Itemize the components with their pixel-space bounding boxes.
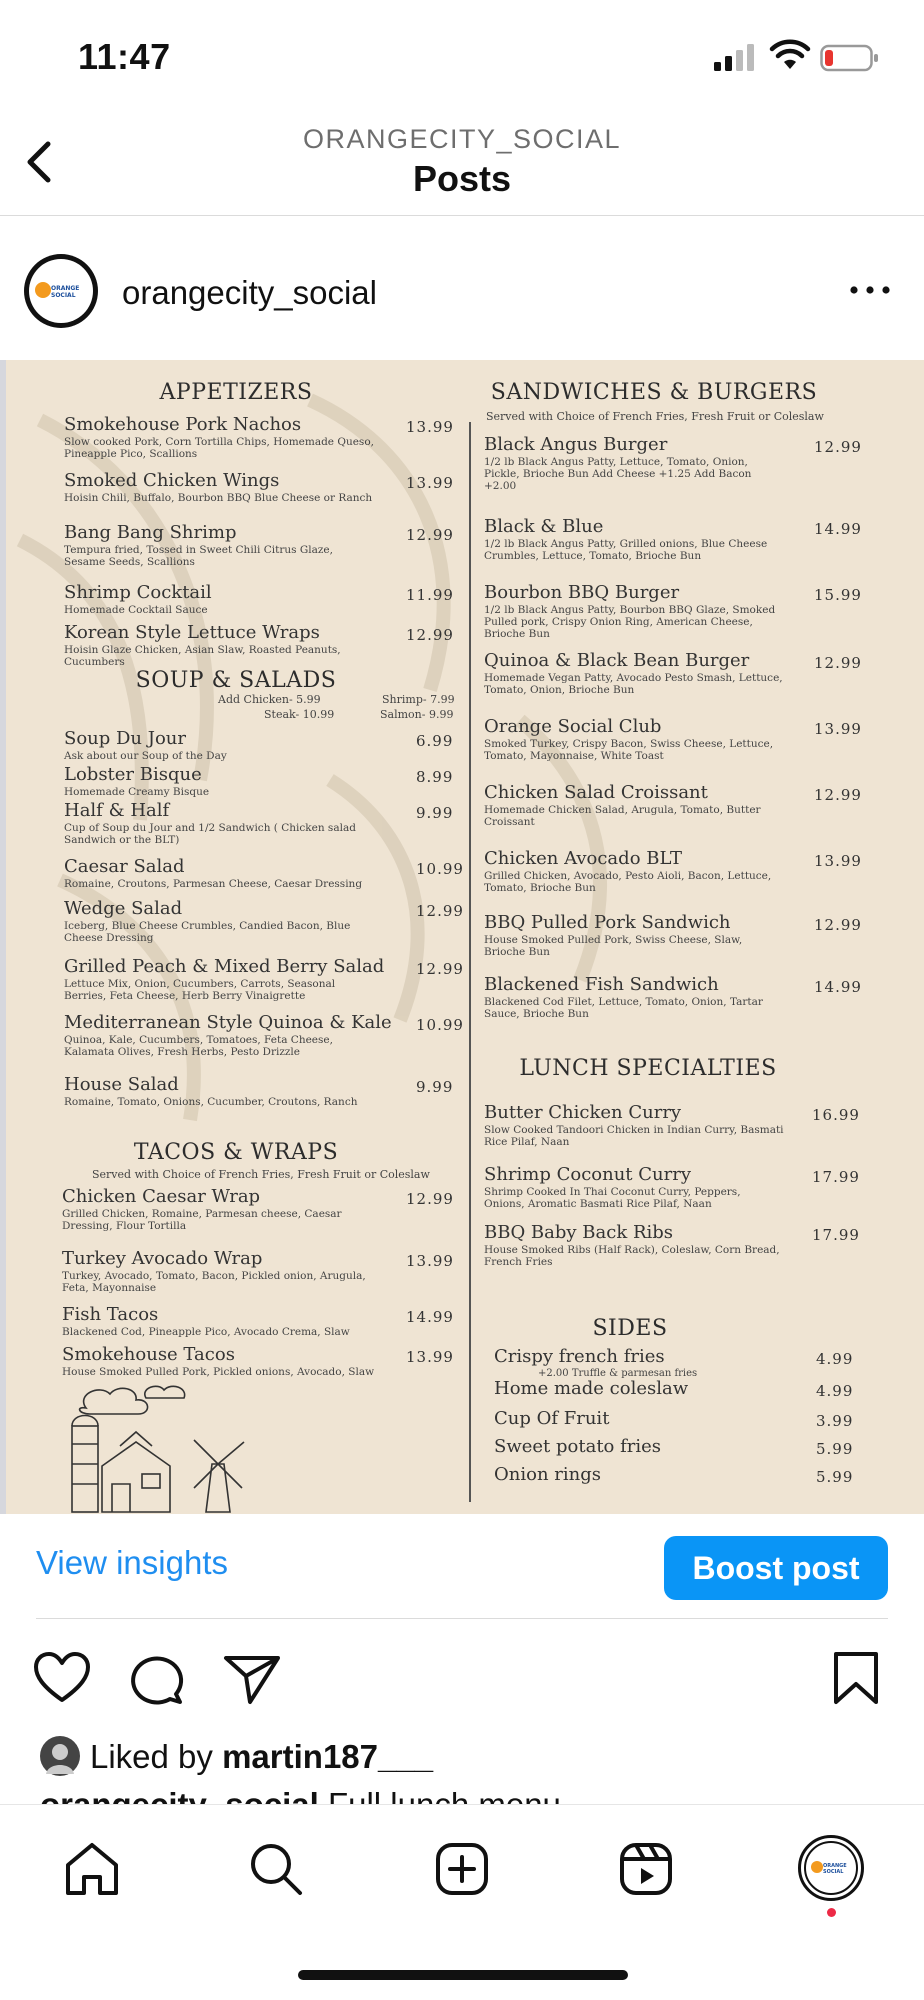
menu-item (64, 800, 374, 846)
menu-item-price: 13.99 (406, 1348, 454, 1366)
menu-item-price: 3.99 (816, 1412, 854, 1430)
menu-item-price: 12.99 (814, 438, 862, 456)
menu-item-name: Smokehouse Pork Nachos (64, 414, 302, 435)
menu-section-title: SOUP & SALADS (135, 668, 337, 693)
menu-item-name: Crispy french fries (494, 1346, 665, 1367)
post-caption (40, 1786, 561, 1804)
add-salmon-note: Salmon- 9.99 (380, 708, 454, 721)
menu-item (484, 848, 784, 894)
menu-item-price: 5.99 (816, 1440, 854, 1458)
menu-item-price: 14.99 (814, 520, 862, 538)
menu-item (484, 650, 784, 696)
menu-item-name: Half & Half (64, 800, 170, 821)
add-steak-note: Steak- 10.99 (264, 708, 335, 721)
menu-item-description: Slow Cooked Tandoori Chicken in Indian Curry, Basmati Rice Pilaf, Naan (484, 1124, 784, 1149)
menu-item-description: House Smoked Ribs (Half Rack), Coleslaw, Corn Bread, French Fries (484, 1244, 780, 1269)
menu-item-name: Chicken Avocado BLT (484, 848, 682, 869)
menu-item (64, 470, 374, 504)
menu-item-price: 17.99 (812, 1168, 860, 1186)
menu-item (62, 1186, 382, 1232)
menu-item-name: Sweet potato fries (494, 1436, 662, 1457)
menu-item-name: Bourbon BBQ Burger (484, 582, 680, 603)
menu-item (64, 582, 374, 616)
menu-item-description: Blackened Cod, Pineapple Pico, Avocado Crema, Slaw (62, 1326, 350, 1338)
menu-section-title: LUNCH SPECIALTIES (519, 1056, 777, 1081)
tacos-served-note: Served with Choice of French Fries, Fresh Fruit or Coleslaw (92, 1168, 430, 1181)
add-shrimp-note: Shrimp- 7.99 (382, 693, 455, 706)
menu-item-description: Blackened Cod Filet, Lettuce, Tomato, Onion, Tartar Sauce, Brioche Bun (484, 996, 763, 1021)
menu-item-price: 12.99 (814, 916, 862, 934)
more-options-icon[interactable] (848, 282, 892, 298)
heart-icon[interactable] (32, 1650, 92, 1706)
menu-item-price: 12.99 (406, 526, 454, 544)
menu-item-description: Homemade Chicken Salad, Arugula, Tomato, Butter Croissant (484, 804, 761, 829)
menu-item-price: 5.99 (816, 1468, 854, 1486)
farm-barn-illustration (66, 1384, 266, 1514)
menu-item (64, 898, 374, 944)
menu-item-price: 13.99 (406, 418, 454, 436)
menu-item-price: 16.99 (812, 1106, 860, 1124)
liker-avatar[interactable] (40, 1736, 80, 1776)
menu-item-name: Bang Bang Shrimp (64, 522, 237, 543)
search-icon[interactable] (246, 1839, 306, 1899)
menu-item-name: Lobster Bisque (64, 764, 202, 785)
menu-item-description: Homemade Vegan Patty, Avocado Pesto Smash, Lettuce, Tomato, Onion, Brioche Bun (484, 672, 783, 697)
menu-item-name: Chicken Salad Croissant (484, 782, 708, 803)
menu-item (484, 782, 784, 828)
orange-logo-icon (811, 1861, 823, 1873)
menu-section-title: SIDES (592, 1316, 668, 1341)
menu-item-name: Fish Tacos (62, 1304, 159, 1325)
menu-item-price: 15.99 (814, 586, 862, 604)
menu-item-description: Tempura fried, Tossed in Sweet Chili Citrus Glaze, Sesame Seeds, Scallions (64, 544, 333, 569)
divider (36, 1618, 888, 1619)
battery-low-icon (820, 44, 880, 72)
menu-item (484, 434, 784, 492)
menu-item-price: 12.99 (814, 786, 862, 804)
column-divider (469, 422, 471, 1502)
menu-item-name: Quinoa & Black Bean Burger (484, 650, 750, 671)
menu-item-name: House Salad (64, 1074, 179, 1095)
share-send-icon[interactable] (222, 1650, 282, 1706)
add-chicken-note: Add Chicken- 5.99 (218, 693, 321, 706)
menu-item-name: Black Angus Burger (484, 434, 668, 455)
menu-item-description: Grilled Chicken, Romaine, Parmesan cheese, Caesar Dressing, Flour Tortilla (62, 1208, 342, 1233)
menu-item (494, 1378, 774, 1399)
menu-item-name: Shrimp Cocktail (64, 582, 212, 603)
menu-item-name: Wedge Salad (64, 898, 183, 919)
menu-item (494, 1346, 774, 1367)
menu-item-name: Turkey Avocado Wrap (62, 1248, 263, 1269)
menu-item-price: 12.99 (814, 654, 862, 672)
menu-item-description: Turkey, Avocado, Tomato, Bacon, Pickled onion, Arugula, Feta, Mayonnaise (62, 1270, 366, 1295)
menu-section-title: TACOS & WRAPS (133, 1140, 339, 1165)
menu-item-price: 4.99 (816, 1350, 854, 1368)
sandwiches-served-note: Served with Choice of French Fries, Fresh Fruit or Coleslaw (486, 410, 824, 423)
menu-item-description: Slow cooked Pork, Corn Tortilla Chips, Homemade Queso, Pineapple Pico, Scallions (64, 436, 374, 461)
menu-item-name: Orange Social Club (484, 716, 662, 737)
menu-item (64, 414, 374, 460)
menu-item-name: Blackened Fish Sandwich (484, 974, 719, 995)
menu-item (484, 582, 784, 640)
menu-item-name: Cup Of Fruit (494, 1408, 610, 1429)
create-post-icon[interactable] (432, 1839, 492, 1899)
menu-item-description: Quinoa, Kale, Cucumbers, Tomatoes, Feta Cheese, Kalamata Olives, Fresh Herbs, Pesto Drizzle (64, 1034, 333, 1059)
menu-item-name: Smoked Chicken Wings (64, 470, 280, 491)
menu-item-description: House Smoked Pulled Pork, Swiss Cheese, Slaw, Brioche Bun (484, 934, 743, 959)
menu-item (494, 1408, 774, 1429)
menu-item-name: Soup Du Jour (64, 728, 187, 749)
view-insights-link[interactable]: View insights (36, 1544, 228, 1581)
menu-item-name: BBQ Pulled Pork Sandwich (484, 912, 731, 933)
menu-item-name: Korean Style Lettuce Wraps (64, 622, 320, 643)
menu-item-price: 12.99 (406, 1190, 454, 1208)
menu-item (64, 856, 374, 890)
cellular-signal-icon (712, 42, 758, 72)
menu-item-price: 13.99 (406, 474, 454, 492)
status-bar (0, 0, 924, 110)
menu-item-price: 9.99 (416, 1078, 454, 1096)
truffle-upgrade-note: +2.00 Truffle & parmesan fries (538, 1368, 698, 1379)
menu-section-title: APPETIZERS (159, 380, 313, 405)
menu-item-price: 13.99 (814, 720, 862, 738)
menu-item (494, 1436, 774, 1457)
menu-item-price: 14.99 (406, 1308, 454, 1326)
orange-logo-icon (35, 282, 51, 298)
menu-item-description: Ask about our Soup of the Day (64, 750, 227, 762)
menu-item-name: Caesar Salad (64, 856, 185, 877)
menu-item-description: 1/2 lb Black Angus Patty, Lettuce, Tomato, Onion, Pickle, Brioche Bun Add Cheese +1.25 Add Bacon +2.00 (484, 456, 752, 493)
menu-section-title: SANDWICHES & BURGERS (490, 380, 818, 405)
menu-item-name: Onion rings (494, 1464, 601, 1485)
post-image-lunch-menu[interactable] (0, 360, 924, 1514)
profile-tab-avatar[interactable] (798, 1835, 864, 1901)
menu-item (484, 516, 784, 562)
menu-item-price: 12.99 (416, 902, 464, 920)
notification-dot (827, 1908, 836, 1917)
menu-item-description: Grilled Chicken, Avocado, Pesto Aioli, Bacon, Lettuce, Tomato, Brioche Bun (484, 870, 772, 895)
menu-item-description: Lettuce Mix, Onion, Cucumbers, Carrots, Seasonal Berries, Feta Cheese, Herb Berry Vinaigrette (64, 978, 336, 1003)
menu-item-name: Grilled Peach & Mixed Berry Salad (64, 956, 385, 977)
post-username[interactable]: orangecity_social (122, 274, 377, 311)
menu-item-description: Cup of Soup du Jour and 1/2 Sandwich ( Chicken salad Sandwich or the BLT) (64, 822, 356, 847)
menu-item-name: BBQ Baby Back Ribs (484, 1222, 674, 1243)
menu-item-price: 10.99 (416, 860, 464, 878)
menu-item-description: 1/2 lb Black Angus Patty, Bourbon BBQ Glaze, Smoked Pulled pork, Crispy Onion Ring, American Cheese, Brioche Bun (484, 604, 776, 641)
menu-item-price: 12.99 (406, 626, 454, 644)
menu-item-price: 17.99 (812, 1226, 860, 1244)
menu-item-price: 13.99 (406, 1252, 454, 1270)
avatar-logo-text: ORANGE SOCIAL (51, 285, 80, 299)
menu-item-name: Smokehouse Tacos (62, 1344, 235, 1365)
nav-subtitle: ORANGECITY_SOCIAL (302, 124, 622, 154)
menu-item-name: Chicken Caesar Wrap (62, 1186, 261, 1207)
menu-item (484, 716, 784, 762)
nav-header (0, 110, 924, 216)
menu-item (64, 1074, 374, 1108)
menu-item (62, 1248, 382, 1294)
menu-item-description: Romaine, Tomato, Onions, Cucumber, Croutons, Ranch (64, 1096, 358, 1108)
menu-item (484, 912, 784, 958)
menu-item-description: 1/2 lb Black Angus Patty, Grilled onions, Blue Cheese Crumbles, Lettuce, Tomato, Brioche Bun (484, 538, 768, 563)
menu-item-description: Hoisin Chili, Buffalo, Bourbon BBQ Blue Cheese or Ranch (64, 492, 373, 504)
home-icon[interactable] (62, 1839, 122, 1899)
reels-icon[interactable] (616, 1839, 676, 1899)
menu-item-price: 11.99 (406, 586, 454, 604)
menu-item (62, 1344, 382, 1378)
menu-item-description: Hoisin Glaze Chicken, Asian Slaw, Roasted Peanuts, Cucumbers (64, 644, 341, 669)
liked-by-prefix: Liked by (90, 1738, 223, 1775)
liker-username[interactable]: martin187___ (222, 1738, 434, 1775)
menu-item-price: 4.99 (816, 1382, 854, 1400)
menu-item (64, 1012, 392, 1059)
menu-item-price: 6.99 (416, 732, 454, 750)
menu-item (484, 1102, 784, 1148)
boost-post-button[interactable]: Boost post (664, 1536, 888, 1600)
menu-item (64, 622, 374, 668)
menu-item-description: Smoked Turkey, Crispy Bacon, Swiss Cheese, Lettuce, Tomato, Mayonnaise, White Toast (484, 738, 774, 763)
menu-item-name: Black & Blue (484, 516, 604, 537)
menu-item-price: 8.99 (416, 768, 454, 786)
menu-item (64, 956, 385, 1003)
menu-item-description: Shrimp Cooked In Thai Coconut Curry, Peppers, Onions, Aromatic Basmati Rice Pilaf, Naan (484, 1186, 741, 1211)
menu-item (484, 1222, 784, 1268)
menu-item-description: House Smoked Pulled Pork, Pickled onions, Avocado, Slaw (62, 1366, 375, 1378)
menu-item-price: 14.99 (814, 978, 862, 996)
menu-item (484, 974, 784, 1020)
post-header (0, 216, 924, 360)
status-time: 11:47 (78, 36, 171, 77)
menu-item-description: Homemade Cocktail Sauce (64, 604, 208, 616)
liked-by[interactable] (40, 1734, 900, 1782)
home-indicator (298, 1970, 628, 1980)
menu-item (64, 764, 374, 798)
comment-icon[interactable] (126, 1650, 186, 1706)
post-owner-actions (0, 1514, 924, 1618)
menu-item-description: Homemade Creamy Bisque (64, 786, 210, 798)
menu-item (64, 728, 374, 762)
menu-item-price: 12.99 (416, 960, 464, 978)
profile-logo-text: ORANGE SOCIAL (823, 1863, 847, 1875)
avatar[interactable] (24, 254, 98, 328)
bookmark-icon[interactable] (826, 1650, 886, 1706)
menu-item (494, 1464, 774, 1485)
menu-item (484, 1164, 784, 1210)
page-title: Posts (412, 158, 512, 199)
menu-item-price: 10.99 (416, 1016, 464, 1034)
menu-item-description: Iceberg, Blue Cheese Crumbles, Candied Bacon, Blue Cheese Dressing (64, 920, 351, 945)
menu-item-name: Shrimp Coconut Curry (484, 1164, 692, 1185)
menu-item-price: 13.99 (814, 852, 862, 870)
wifi-icon (770, 40, 810, 72)
post-actions (0, 1640, 924, 1710)
menu-item-price: 9.99 (416, 804, 454, 822)
menu-item-name: Butter Chicken Curry (484, 1102, 682, 1123)
menu-item (64, 522, 374, 568)
menu-item (62, 1304, 382, 1338)
menu-item-description: Romaine, Croutons, Parmesan Cheese, Caesar Dressing (64, 878, 363, 890)
menu-item-name: Home made coleslaw (494, 1378, 689, 1399)
menu-item-name: Mediterranean Style Quinoa & Kale (64, 1012, 392, 1033)
